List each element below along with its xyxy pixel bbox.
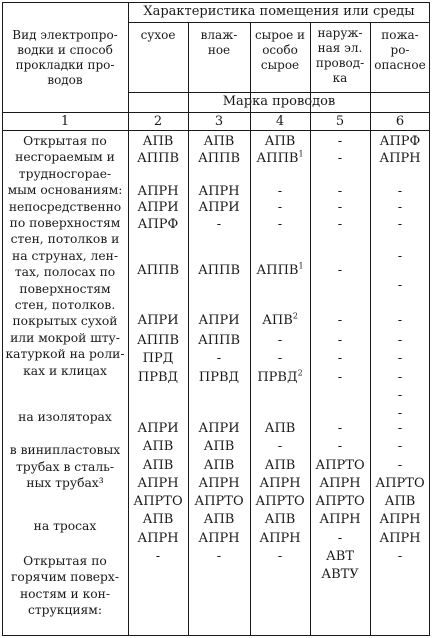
brand-cell — [310, 134, 370, 150]
brand-text: - — [397, 313, 403, 328]
brand-cell — [310, 567, 370, 583]
brand-cell — [250, 421, 310, 437]
brand-text: АППВ — [136, 263, 180, 278]
wiring-label-line: поверхностям — [19, 282, 111, 296]
brand-text: АППВ — [136, 151, 180, 166]
wiring-label-line: на тросах — [33, 519, 97, 533]
brand-cell — [250, 512, 310, 528]
brand-cell — [310, 217, 370, 233]
brand-cell — [370, 494, 430, 510]
brand-cell — [188, 370, 250, 386]
brand-cell — [250, 184, 310, 200]
brand-text: - — [397, 549, 403, 564]
brand-cell — [188, 217, 250, 233]
header-wiring-type-line: прокладки про- — [15, 58, 115, 72]
brand-cell — [188, 421, 250, 437]
wiring-label-line: горячим поверх- — [10, 570, 120, 584]
brand-text: АППВ — [136, 333, 180, 348]
header-env-col-5-line: наруж- — [317, 26, 363, 40]
brand-cell — [370, 278, 430, 294]
brand-cell — [188, 313, 250, 329]
brand-text: АПВ — [142, 512, 174, 527]
wiring-label-line: катуркой на роли- — [5, 347, 125, 361]
brand-text: - — [337, 531, 343, 546]
header-env-col-6-line: ро- — [390, 43, 410, 57]
brand-cell — [310, 549, 370, 565]
brand-text: - — [337, 351, 343, 366]
brand-text: - — [277, 549, 283, 564]
wiring-label-line: трубах в сталь- — [15, 460, 114, 474]
brand-text: - — [216, 549, 222, 564]
brand-text: - — [397, 249, 403, 264]
brand-text: - — [337, 151, 343, 166]
brand-text: ПРВД — [137, 370, 179, 385]
footnote-mark: 2 — [297, 368, 303, 378]
brand-cell — [250, 151, 310, 167]
brand-text: - — [337, 134, 343, 149]
header-env-col-3-line: ное — [207, 43, 231, 57]
brand-text: - — [337, 184, 343, 199]
rule-brand-top — [128, 92, 430, 93]
brand-cell — [370, 406, 430, 422]
brand-text: - — [337, 370, 343, 385]
column-number-6: 6 — [395, 114, 405, 129]
brand-text: АПРН — [259, 531, 301, 546]
header-wiring-type-line: водки и способ — [17, 43, 113, 57]
brand-text: - — [277, 184, 283, 199]
brand-text: АПРН — [137, 476, 179, 491]
header-wiring-type-line: водов — [47, 73, 83, 87]
brand-text: АПВ — [203, 439, 235, 454]
brand-text: АПРТО — [194, 494, 244, 509]
brand-cell — [370, 421, 430, 437]
brand-text: - — [397, 351, 403, 366]
brand-cell — [370, 134, 430, 150]
header-env-col-5-line: ная эл. — [317, 41, 363, 55]
brand-text: АПВ — [264, 458, 296, 473]
wiring-label-line: несгораемым и — [15, 150, 115, 164]
brand-text: - — [337, 333, 343, 348]
brand-text: АПРН — [379, 512, 421, 527]
brand-cell — [128, 421, 188, 437]
brand-text: АПРИ — [198, 421, 240, 436]
rule-numbers-bottom — [2, 130, 430, 131]
brand-text: - — [337, 421, 343, 436]
brand-text: - — [277, 439, 283, 454]
brand-cell — [188, 263, 250, 279]
brand-text: - — [397, 278, 403, 293]
wiring-label-line: стен, потолков. — [14, 298, 116, 312]
column-number-4: 4 — [275, 114, 285, 129]
wiring-label-line: на изоляторах — [18, 410, 112, 424]
brand-text: - — [277, 351, 283, 366]
brand-cell — [250, 313, 310, 329]
brand-text: АВТУ — [321, 567, 359, 582]
wiring-label-line: Открытая по — [23, 134, 107, 148]
brand-cell — [250, 333, 310, 349]
wiring-label-line: стен, потолков и — [10, 232, 120, 246]
brand-text: АПРН — [198, 531, 240, 546]
brand-text: АППВ — [256, 263, 299, 278]
wiring-label-line: мым основаниям: — [7, 183, 123, 197]
brand-text: АППВ — [197, 263, 241, 278]
brand-cell — [370, 549, 430, 565]
header-env-col-3-line: влаж- — [200, 28, 238, 42]
wiring-label-line: струкциям: — [27, 603, 103, 617]
brand-cell — [128, 333, 188, 349]
brand-text: - — [397, 388, 403, 403]
brand-cell — [370, 217, 430, 233]
brand-text: АПРИ — [137, 313, 179, 328]
brand-cell — [310, 458, 370, 474]
brand-cell — [310, 531, 370, 547]
header-env-col-6-line: опасное — [374, 58, 426, 72]
brand-cell — [310, 200, 370, 216]
brand-cell — [128, 549, 188, 565]
column-number-2: 2 — [153, 114, 163, 129]
brand-text: АПРТО — [375, 476, 425, 491]
brand-cell — [370, 388, 430, 404]
brand-text: - — [397, 370, 403, 385]
brand-cell — [310, 263, 370, 279]
wiring-label-line: ных трубах³ — [26, 476, 104, 490]
brand-cell — [370, 333, 430, 349]
brand-cell — [310, 333, 370, 349]
wiring-label-line: покрытых сухой — [12, 314, 118, 328]
brand-text: - — [397, 200, 403, 215]
brand-cell — [188, 549, 250, 565]
header-environment-title: Характеристика помещения или среды — [143, 4, 415, 19]
brand-text: АПВ — [203, 512, 235, 527]
brand-cell — [188, 512, 250, 528]
brand-text: ПРД — [142, 351, 174, 366]
footnote-mark: 2 — [292, 311, 298, 321]
brand-cell — [250, 494, 310, 510]
brand-cell — [310, 494, 370, 510]
brand-text: - — [337, 217, 343, 232]
brand-text: АПВ — [384, 494, 416, 509]
column-number-3: 3 — [214, 114, 224, 129]
footnote-mark: 1 — [298, 149, 304, 159]
brand-cell — [370, 458, 430, 474]
brand-text: АПРН — [319, 512, 361, 527]
brand-text: АВТ — [325, 549, 355, 564]
header-env-col-4-line: сырое и — [254, 28, 306, 42]
brand-text: АППВ — [197, 151, 241, 166]
brand-text: ПРВД — [257, 370, 298, 385]
header-wiring-type-line: Вид электропро- — [12, 28, 118, 42]
brand-text: - — [277, 217, 283, 232]
brand-text: АПВ — [264, 512, 296, 527]
brand-text: АПРФ — [379, 134, 421, 149]
brand-text: АПРН — [137, 531, 179, 546]
brand-cell — [128, 151, 188, 167]
brand-cell — [310, 476, 370, 492]
brand-cell — [370, 313, 430, 329]
brand-cell — [188, 200, 250, 216]
brand-text: АПВ — [264, 421, 296, 436]
brand-cell — [188, 458, 250, 474]
brand-cell — [128, 313, 188, 329]
brand-cell — [188, 134, 250, 150]
brand-text: АПВ — [264, 134, 296, 149]
brand-text: АПРН — [198, 184, 240, 199]
brand-text: - — [397, 439, 403, 454]
brand-text: АПРН — [198, 476, 240, 491]
brand-cell — [128, 263, 188, 279]
brand-cell — [250, 263, 310, 279]
brand-cell — [250, 439, 310, 455]
brand-cell — [128, 531, 188, 547]
brand-cell — [310, 313, 370, 329]
brand-cell — [128, 134, 188, 150]
brand-cell — [370, 439, 430, 455]
brand-text: - — [397, 458, 403, 473]
brand-cell — [128, 476, 188, 492]
brand-cell — [128, 200, 188, 216]
brand-text: - — [155, 549, 161, 564]
brand-cell — [310, 512, 370, 528]
brand-text: АППВ — [256, 151, 299, 166]
brand-text: - — [337, 439, 343, 454]
brand-text: АПВ — [142, 439, 174, 454]
brand-text: АППВ — [197, 333, 241, 348]
brand-text: - — [216, 217, 222, 232]
rule-env-title — [128, 22, 430, 23]
brand-cell — [128, 512, 188, 528]
brand-text: АПРФ — [137, 217, 179, 232]
brand-cell — [250, 351, 310, 367]
brand-cell — [370, 184, 430, 200]
header-brand-title: Марка проводов — [222, 94, 336, 109]
brand-cell — [188, 151, 250, 167]
brand-cell — [128, 494, 188, 510]
brand-text: - — [277, 200, 283, 215]
brand-cell — [310, 439, 370, 455]
brand-text: АПРИ — [137, 421, 179, 436]
wiring-label-line: ностям и кон- — [19, 587, 111, 601]
wiring-label-line: тах, полосах по — [14, 265, 116, 279]
brand-cell — [128, 184, 188, 200]
brand-cell — [370, 512, 430, 528]
brand-cell — [250, 476, 310, 492]
brand-text: - — [277, 333, 283, 348]
brand-cell — [128, 370, 188, 386]
brand-cell — [310, 370, 370, 386]
brand-text: АПВ — [203, 458, 235, 473]
brand-text: ПРВД — [198, 370, 240, 385]
header-env-col-4-line: особо — [262, 43, 298, 57]
brand-cell — [310, 421, 370, 437]
brand-cell — [128, 458, 188, 474]
brand-cell — [188, 439, 250, 455]
brand-text: - — [337, 263, 343, 278]
wiring-label-line: или мокрой шту- — [10, 331, 120, 345]
brand-cell — [128, 351, 188, 367]
brand-cell — [250, 200, 310, 216]
column-number-1: 1 — [60, 114, 70, 129]
brand-cell — [370, 249, 430, 265]
brand-cell — [370, 351, 430, 367]
brand-text: - — [216, 351, 222, 366]
wiring-label-line: ках и клицах — [23, 364, 107, 378]
header-env-col-5-line: провод- — [315, 56, 365, 70]
wiring-label-line: трудносгорае- — [18, 167, 112, 181]
rule-numbers-top — [2, 112, 430, 113]
brand-cell — [188, 476, 250, 492]
brand-text: - — [397, 333, 403, 348]
header-env-col-6-line: пожа- — [381, 28, 419, 42]
brand-cell — [188, 184, 250, 200]
brand-cell — [310, 184, 370, 200]
brand-text: АПРН — [137, 184, 179, 199]
brand-text: АПРН — [379, 151, 421, 166]
brand-cell — [370, 370, 430, 386]
wiring-label-line: по поверхностям — [9, 216, 121, 230]
header-env-col-5-line: ка — [332, 71, 348, 85]
brand-text: - — [397, 217, 403, 232]
brand-cell — [370, 476, 430, 492]
brand-text: АПРИ — [137, 200, 179, 215]
brand-text: - — [397, 184, 403, 199]
brand-text: АПРН — [259, 476, 301, 491]
wiring-label-line: непосредственно — [8, 200, 122, 214]
wiring-label-line: в винипластовых — [9, 443, 121, 457]
brand-cell — [250, 531, 310, 547]
brand-cell — [188, 531, 250, 547]
footnote-mark: 1 — [298, 261, 304, 271]
brand-cell — [250, 458, 310, 474]
brand-text: АПРТО — [133, 494, 183, 509]
brand-cell — [310, 151, 370, 167]
brand-cell — [250, 370, 310, 386]
brand-cell — [188, 351, 250, 367]
brand-cell — [128, 439, 188, 455]
brand-text: АПРИ — [198, 313, 240, 328]
brand-cell — [370, 151, 430, 167]
wiring-label-line: Открытая по — [23, 554, 107, 568]
brand-cell — [128, 217, 188, 233]
brand-cell — [188, 494, 250, 510]
brand-cell — [370, 200, 430, 216]
brand-cell — [250, 549, 310, 565]
brand-text: - — [397, 421, 403, 436]
brand-cell — [370, 531, 430, 547]
brand-text: АПВ — [142, 134, 174, 149]
brand-text: - — [337, 313, 343, 328]
column-number-5: 5 — [335, 114, 345, 129]
brand-text: АПРИ — [198, 200, 240, 215]
brand-text: АПРТО — [315, 494, 365, 509]
brand-text: АПВ — [142, 458, 174, 473]
brand-cell — [188, 333, 250, 349]
brand-cell — [310, 351, 370, 367]
brand-text: АПРТО — [315, 458, 365, 473]
brand-cell — [250, 134, 310, 150]
brand-text: АПВ — [262, 313, 293, 328]
wiring-label-line: на струнах, лен- — [12, 249, 118, 263]
brand-text: - — [397, 406, 403, 421]
brand-text: АПРТО — [255, 494, 305, 509]
brand-text: АПВ — [203, 134, 235, 149]
brand-text: АПРН — [319, 476, 361, 491]
brand-text: АПРН — [379, 531, 421, 546]
brand-cell — [250, 217, 310, 233]
header-env-col-2-line: сухое — [140, 28, 176, 42]
brand-text: - — [337, 200, 343, 215]
header-env-col-4-line: сырое — [260, 58, 300, 72]
